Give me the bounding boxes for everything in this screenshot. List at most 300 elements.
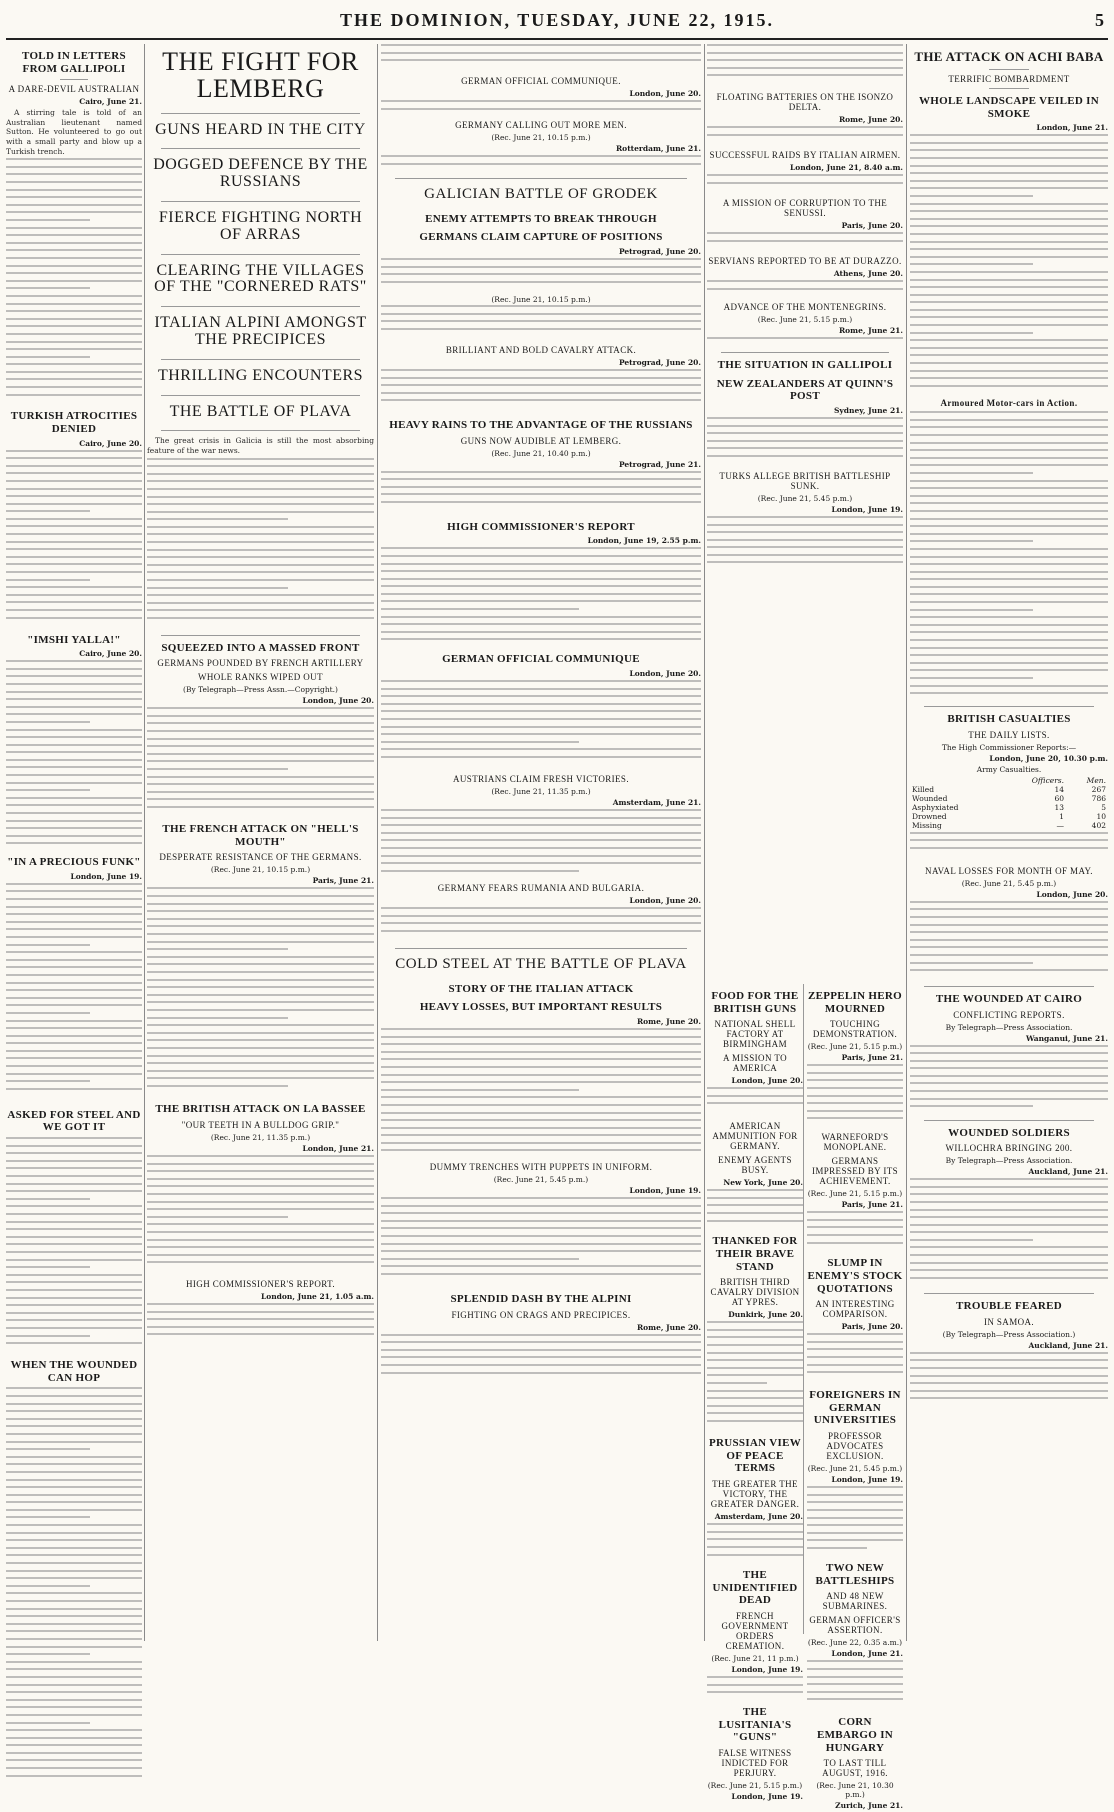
text-line bbox=[807, 1064, 903, 1066]
text-line bbox=[6, 1570, 142, 1572]
text-line bbox=[910, 419, 1108, 421]
text-line bbox=[910, 556, 1108, 558]
text-line bbox=[6, 1509, 142, 1511]
text-line bbox=[910, 210, 1108, 212]
dateline: Petrograd, June 20. bbox=[618, 247, 701, 257]
headline: THE FRENCH ATTACK ON "HELL'S MOUTH" bbox=[162, 823, 359, 848]
text-line bbox=[6, 1027, 142, 1029]
text-line bbox=[910, 294, 1108, 296]
headline: TROUBLE FEARED bbox=[956, 1300, 1062, 1313]
text-line bbox=[147, 730, 374, 732]
text-line bbox=[147, 541, 374, 543]
column-galicia bbox=[381, 44, 701, 1641]
table-cell: 1 bbox=[1059, 811, 1065, 821]
text-line bbox=[6, 797, 142, 799]
text-line bbox=[381, 486, 701, 488]
divider bbox=[161, 148, 360, 149]
text-line bbox=[381, 555, 701, 557]
text-line bbox=[707, 1367, 803, 1369]
text-line bbox=[707, 67, 903, 69]
text-line bbox=[381, 369, 701, 371]
text-line bbox=[910, 134, 1108, 136]
text-line bbox=[910, 609, 1033, 611]
text-line bbox=[6, 1676, 142, 1678]
text-line bbox=[147, 1032, 374, 1034]
text-line bbox=[6, 472, 142, 474]
text-line bbox=[147, 480, 374, 482]
text-line bbox=[707, 1095, 803, 1097]
text-line bbox=[6, 1050, 142, 1052]
text-line bbox=[381, 585, 701, 587]
text-line bbox=[910, 180, 1108, 182]
text-line bbox=[6, 1327, 142, 1329]
text-line bbox=[910, 631, 1108, 633]
subheadline: ENEMY AGENTS BUSY. bbox=[718, 1155, 792, 1176]
text-line bbox=[147, 609, 374, 611]
text-line bbox=[910, 411, 1108, 413]
banner-headline: CLEARING THE VILLAGES OF THE "CORNERED RATS" bbox=[154, 261, 367, 296]
divider bbox=[924, 1120, 1094, 1121]
text-line bbox=[910, 495, 1108, 497]
text-line bbox=[6, 1395, 142, 1397]
text-line bbox=[910, 218, 1108, 220]
text-line bbox=[147, 1017, 288, 1019]
text-line bbox=[6, 1160, 142, 1162]
text-line bbox=[381, 1349, 701, 1351]
text-line bbox=[707, 1397, 803, 1399]
text-line bbox=[807, 1341, 903, 1343]
text-line bbox=[6, 1744, 142, 1746]
article-body bbox=[147, 1155, 374, 1275]
text-line bbox=[6, 1312, 142, 1314]
received-time: (Rec. June 21, 10.15 p.m.) bbox=[491, 295, 591, 305]
text-line bbox=[147, 511, 374, 513]
article-body bbox=[707, 44, 903, 88]
text-line bbox=[381, 163, 701, 165]
text-line bbox=[6, 1600, 142, 1602]
text-line bbox=[147, 1077, 374, 1079]
text-line bbox=[6, 394, 142, 396]
subheadline: THE GREATER THE VICTORY, THE GREATER DANGER. bbox=[710, 1479, 800, 1510]
text-line bbox=[6, 1684, 142, 1686]
text-line bbox=[910, 172, 1108, 174]
text-line bbox=[6, 341, 142, 343]
dateline: Rome, June 20. bbox=[838, 115, 903, 124]
received-time: (Rec. June 21, 5.15 p.m.) bbox=[707, 1780, 803, 1790]
text-line bbox=[6, 563, 142, 565]
subheadline: A MISSION OF CORRUPTION TO THE SENUSSI. bbox=[722, 198, 888, 218]
text-line bbox=[707, 539, 903, 541]
text-line bbox=[381, 1127, 701, 1129]
subheadline: BRILLIANT AND BOLD CAVALRY ATTACK. bbox=[445, 345, 637, 356]
text-line bbox=[381, 281, 701, 283]
text-line bbox=[910, 339, 1108, 341]
text-line bbox=[807, 1494, 903, 1496]
headline: THE SITUATION IN GALLIPOLI bbox=[717, 359, 893, 371]
text-line bbox=[6, 1213, 142, 1215]
article-body bbox=[381, 305, 701, 341]
banner-headline: FIERCE FIGHTING NORTH OF ARRAS bbox=[158, 208, 363, 243]
text-line bbox=[707, 1538, 803, 1540]
article-body bbox=[707, 417, 903, 467]
text-line bbox=[6, 1722, 90, 1724]
text-line bbox=[147, 1178, 374, 1180]
text-line bbox=[910, 1193, 1108, 1195]
text-line bbox=[6, 751, 142, 753]
article-body bbox=[381, 1334, 701, 1384]
dateline: London, June 19, 2.55 p.m. bbox=[587, 536, 701, 546]
text-line bbox=[707, 1102, 803, 1104]
text-line bbox=[910, 149, 1108, 151]
text-line bbox=[147, 738, 374, 740]
press-credit: (By Telegraph—Press Assn.—Copyright.) bbox=[183, 685, 338, 695]
text-line bbox=[381, 44, 701, 46]
dateline: London, June 19. bbox=[731, 1665, 803, 1675]
text-line bbox=[147, 1085, 288, 1087]
headline: THE WOUNDED AT CAIRO bbox=[935, 992, 1083, 1005]
text-line bbox=[910, 316, 1108, 318]
text-line bbox=[6, 310, 142, 312]
text-line bbox=[707, 1212, 803, 1214]
text-line bbox=[147, 715, 374, 717]
headline: THE LUSITANIA'S "GUNS" bbox=[718, 1706, 792, 1744]
text-line bbox=[147, 564, 374, 566]
headline: "IN A PRECIOUS FUNK" bbox=[7, 856, 141, 869]
article-body bbox=[147, 707, 374, 817]
text-line bbox=[6, 272, 142, 274]
text-line bbox=[910, 647, 1108, 649]
dateline: Amsterdam, June 20. bbox=[714, 1512, 803, 1522]
text-line bbox=[6, 1775, 142, 1777]
text-line bbox=[6, 465, 142, 467]
text-line bbox=[381, 266, 701, 268]
text-line bbox=[910, 1075, 1108, 1077]
table-row bbox=[910, 812, 1108, 821]
subheadline: BRITISH THIRD CAVALRY DIVISION AT YPRES. bbox=[710, 1277, 800, 1308]
text-line bbox=[381, 377, 701, 379]
text-line bbox=[6, 318, 142, 320]
headline: SQUEEZED INTO A MASSED FRONT bbox=[161, 641, 360, 654]
text-line bbox=[910, 203, 1108, 205]
article-body bbox=[6, 158, 142, 404]
text-line bbox=[910, 502, 1108, 504]
text-line bbox=[707, 1382, 767, 1384]
received-time: (Rec. June 21, 11.35 p.m.) bbox=[491, 786, 591, 796]
text-line bbox=[6, 1418, 142, 1420]
text-line bbox=[381, 631, 701, 633]
text-line bbox=[910, 1262, 1108, 1264]
table-row bbox=[910, 821, 1108, 830]
text-line bbox=[147, 1001, 374, 1003]
dateline: London, June 20, 10.30 p.m. bbox=[989, 753, 1108, 763]
column-rule bbox=[377, 44, 378, 1641]
text-line bbox=[6, 295, 142, 297]
text-line bbox=[147, 1246, 374, 1248]
text-line bbox=[910, 1105, 1033, 1107]
text-line bbox=[381, 1258, 579, 1260]
text-line bbox=[910, 692, 1108, 694]
text-line bbox=[910, 347, 1108, 349]
text-line bbox=[707, 455, 903, 457]
received-time: (Rec. June 21, 10.15 p.m.) bbox=[210, 865, 311, 875]
text-line bbox=[707, 1220, 803, 1222]
text-line bbox=[910, 669, 1108, 671]
table-cell: Drowned bbox=[912, 811, 947, 821]
text-line bbox=[147, 1009, 374, 1011]
text-line bbox=[807, 1668, 903, 1670]
text-line bbox=[147, 594, 374, 596]
text-line bbox=[910, 624, 1108, 626]
subheadline: AMERICAN AMMUNITION FOR GERMANY. bbox=[712, 1121, 798, 1152]
dateline: London, June 21. bbox=[302, 1144, 374, 1154]
text-line bbox=[910, 908, 1108, 910]
text-line bbox=[381, 1356, 701, 1358]
text-line bbox=[381, 915, 701, 917]
headline: THE BRITISH ATTACK ON LA BASSEE bbox=[155, 1103, 366, 1116]
text-line bbox=[707, 1329, 803, 1331]
text-line bbox=[910, 286, 1108, 288]
text-line bbox=[707, 337, 903, 339]
text-line bbox=[707, 44, 903, 46]
text-line bbox=[147, 518, 288, 520]
text-line bbox=[381, 108, 701, 110]
text-line bbox=[6, 660, 142, 662]
text-line bbox=[147, 571, 374, 573]
text-line bbox=[6, 510, 90, 512]
text-line bbox=[910, 677, 1033, 679]
casualty-table bbox=[910, 776, 1108, 830]
text-line bbox=[807, 1691, 903, 1693]
text-line bbox=[707, 52, 903, 54]
article-body bbox=[381, 258, 701, 294]
text-line bbox=[910, 1269, 1108, 1271]
text-line bbox=[6, 1012, 90, 1014]
text-line bbox=[807, 1364, 903, 1366]
dateline: Auckland, June 21. bbox=[1028, 1340, 1108, 1350]
text-line bbox=[6, 1073, 142, 1075]
dateline: London, June 19. bbox=[731, 1791, 803, 1801]
text-line bbox=[381, 1265, 701, 1267]
text-line bbox=[6, 1646, 142, 1648]
article-body bbox=[381, 44, 701, 72]
text-line bbox=[381, 52, 701, 54]
text-line bbox=[910, 578, 1108, 580]
text-line bbox=[6, 1691, 142, 1693]
dateline: Cairo, June 20. bbox=[79, 438, 142, 448]
text-line bbox=[707, 1321, 803, 1323]
text-line bbox=[381, 695, 701, 697]
article-body bbox=[6, 450, 142, 628]
text-line bbox=[910, 916, 1108, 918]
headline: FOREIGNERS IN GERMAN UNIVERSITIES bbox=[809, 1389, 901, 1427]
text-line bbox=[147, 617, 374, 619]
text-line bbox=[6, 1167, 142, 1169]
text-line bbox=[147, 903, 374, 905]
text-line bbox=[6, 1630, 142, 1632]
text-line bbox=[6, 928, 142, 930]
text-line bbox=[6, 204, 142, 206]
text-line bbox=[381, 638, 701, 640]
text-line bbox=[147, 1239, 374, 1241]
text-line bbox=[707, 1390, 803, 1392]
received-time: (Rec. June 21, 5.45 p.m.) bbox=[807, 1464, 903, 1474]
text-line bbox=[147, 503, 374, 505]
subheadline: NATIONAL SHELL FACTORY AT BIRMINGHAM bbox=[714, 1019, 796, 1050]
press-credit: By Telegraph—Press Association. bbox=[945, 1156, 1073, 1166]
text-line bbox=[6, 601, 142, 603]
text-line bbox=[807, 1087, 903, 1089]
text-line bbox=[147, 488, 374, 490]
headline: WHOLE LANDSCAPE VEILED IN SMOKE bbox=[919, 94, 1099, 120]
text-line bbox=[910, 654, 1108, 656]
text-line bbox=[707, 516, 903, 518]
received-time: (Rec. June 21, 5.45 p.m.) bbox=[757, 493, 853, 503]
text-line bbox=[381, 718, 701, 720]
dateline: New York, June 20. bbox=[723, 1178, 803, 1188]
banner-headline: THRILLING ENCOUNTERS bbox=[157, 366, 364, 384]
text-line bbox=[807, 1547, 867, 1549]
banner-headline: COLD STEEL AT THE BATTLE OF PLAVA bbox=[395, 955, 687, 972]
text-line bbox=[807, 1348, 903, 1350]
text-line bbox=[381, 1243, 701, 1245]
subheadline: NAVAL LOSSES FOR MONTH OF MAY. bbox=[925, 865, 1093, 876]
text-line bbox=[381, 493, 701, 495]
article-body bbox=[147, 887, 374, 1097]
text-line bbox=[910, 1390, 1108, 1392]
text-line bbox=[910, 426, 1108, 428]
text-line bbox=[147, 798, 374, 800]
table-header-cell: Officers. bbox=[1031, 775, 1065, 785]
table-header-row bbox=[910, 776, 1108, 785]
article-body bbox=[6, 660, 142, 850]
dateline: Rome, June 20. bbox=[636, 1016, 701, 1026]
text-line bbox=[910, 1067, 1108, 1069]
dateline: Zurich, June 21. bbox=[835, 1801, 903, 1811]
banner-headline: GALICIAN BATTLE OF GRODEK bbox=[424, 186, 658, 202]
text-line bbox=[707, 1352, 803, 1354]
text-line bbox=[381, 1058, 701, 1060]
text-line bbox=[147, 556, 374, 558]
text-line bbox=[6, 242, 142, 244]
text-line bbox=[147, 496, 374, 498]
banner-headline: THE BATTLE OF PLAVA bbox=[169, 402, 352, 420]
received-time: (Rec. June 21, 5.15 p.m.) bbox=[807, 1189, 903, 1199]
subheadline: DUMMY TRENCHES WITH PUPPETS IN UNIFORM. bbox=[429, 1161, 653, 1172]
article-body bbox=[707, 516, 903, 572]
article-body bbox=[707, 1321, 803, 1431]
received-time: (Rec. June 21, 5.45 p.m.) bbox=[493, 1174, 589, 1184]
dateline: Petrograd, June 21. bbox=[618, 459, 701, 469]
text-line bbox=[381, 623, 701, 625]
text-line bbox=[6, 1554, 142, 1556]
subheadline: AND 48 NEW SUBMARINES. bbox=[822, 1591, 888, 1612]
text-line bbox=[6, 951, 142, 953]
text-line bbox=[6, 586, 142, 588]
text-line bbox=[147, 1155, 374, 1157]
divider bbox=[161, 359, 360, 360]
text-line bbox=[147, 979, 374, 981]
table-cell: — bbox=[1056, 820, 1065, 830]
subheadline: TOUCHING DEMONSTRATION. bbox=[812, 1019, 898, 1040]
text-line bbox=[6, 166, 142, 168]
text-line bbox=[910, 1352, 1108, 1354]
subheadline: GERMAN OFFICER'S ASSERTION. bbox=[809, 1615, 901, 1636]
text-line bbox=[910, 839, 1108, 841]
text-line bbox=[910, 639, 1108, 641]
headline: TWO NEW BATTLESHIPS bbox=[815, 1562, 895, 1587]
received-time: (Rec. June 22, 0.35 a.m.) bbox=[807, 1638, 903, 1648]
text-line bbox=[147, 791, 374, 793]
text-line bbox=[381, 847, 701, 849]
headline: STORY OF THE ITALIAN ATTACK bbox=[448, 982, 634, 995]
text-line bbox=[707, 126, 903, 128]
article-body bbox=[6, 883, 142, 1103]
text-line bbox=[6, 1205, 142, 1207]
text-line bbox=[6, 706, 142, 708]
text-line bbox=[6, 480, 142, 482]
text-line bbox=[147, 887, 374, 889]
text-line bbox=[381, 616, 701, 618]
text-line bbox=[707, 1684, 803, 1686]
subheadline: CONFLICTING REPORTS. bbox=[953, 1009, 1065, 1020]
text-line bbox=[6, 812, 142, 814]
text-line bbox=[381, 855, 701, 857]
text-line bbox=[6, 1425, 142, 1427]
article-body bbox=[6, 1137, 142, 1353]
dateline: Rome, June 20. bbox=[636, 1322, 701, 1332]
text-line bbox=[6, 827, 142, 829]
column-rule bbox=[803, 984, 804, 1634]
table-row bbox=[910, 785, 1108, 794]
text-line bbox=[6, 1042, 142, 1044]
article-body bbox=[147, 1303, 374, 1343]
text-line bbox=[707, 182, 903, 184]
text-line bbox=[807, 1095, 903, 1097]
text-line bbox=[910, 263, 1033, 265]
text-line bbox=[6, 1410, 142, 1412]
text-line bbox=[807, 1524, 903, 1526]
text-line bbox=[807, 1226, 903, 1228]
text-line bbox=[381, 1197, 701, 1199]
text-line bbox=[910, 939, 1108, 941]
text-line bbox=[6, 997, 142, 999]
column-lemberg bbox=[147, 44, 374, 1641]
subheadline: WHOLE RANKS WIPED OUT bbox=[198, 672, 323, 683]
text-line bbox=[707, 1546, 803, 1548]
subheadline: FRENCH GOVERNMENT ORDERS CREMATION. bbox=[721, 1611, 789, 1652]
headline: FOOD FOR THE BRITISH GUNS bbox=[711, 990, 799, 1015]
subheadline: GERMANY CALLING OUT MORE MEN. bbox=[455, 120, 627, 130]
table-header-cell bbox=[910, 776, 1001, 785]
text-line bbox=[381, 1036, 701, 1038]
headline: "IMSHI YALLA!" bbox=[27, 633, 121, 646]
text-line bbox=[381, 1081, 701, 1083]
dateline: London, June 20. bbox=[629, 89, 701, 98]
dateline: London, June 20. bbox=[731, 1076, 803, 1086]
text-line bbox=[381, 570, 701, 572]
text-line bbox=[147, 1201, 374, 1203]
text-line bbox=[6, 457, 142, 459]
article-body bbox=[910, 411, 1108, 701]
text-line bbox=[910, 487, 1108, 489]
text-line bbox=[381, 478, 701, 480]
text-line bbox=[6, 1706, 142, 1708]
text-line bbox=[910, 685, 1108, 687]
text-line bbox=[910, 225, 1108, 227]
subheadline: FALSE WITNESS INDICTED FOR PERJURY. bbox=[718, 1747, 792, 1778]
text-line bbox=[381, 471, 701, 473]
text-line bbox=[6, 1441, 142, 1443]
